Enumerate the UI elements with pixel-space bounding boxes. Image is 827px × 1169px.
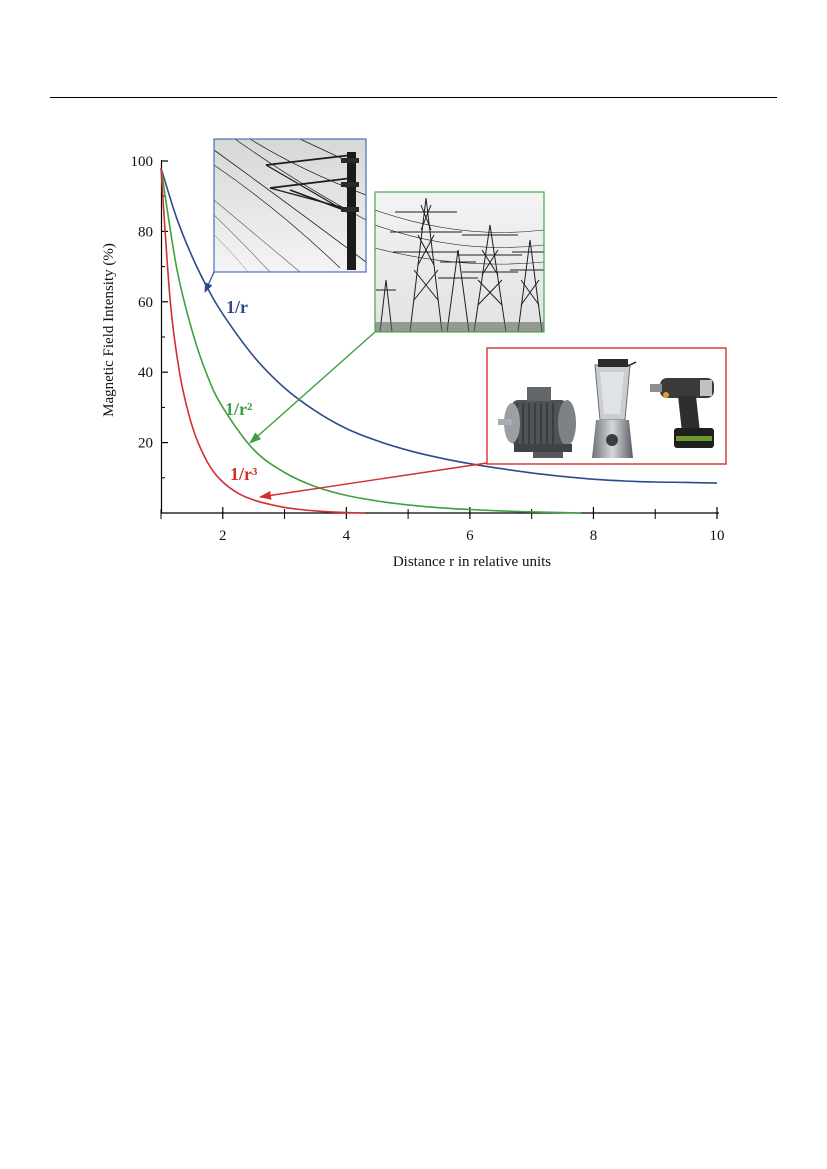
x-tick-label: 4 [342, 528, 351, 544]
label-inverse-r-squared: 1/r² [225, 399, 253, 419]
x-tick-label: 10 [709, 528, 725, 544]
y-tick-label: 100 [130, 154, 153, 170]
y-ticks [131, 154, 169, 478]
x-axis-label: Distance r in relative units [392, 554, 552, 570]
label-inverse-r-cubed: 1/r³ [230, 464, 258, 484]
red-arrow [260, 463, 487, 497]
green-arrow [250, 332, 375, 443]
x-tick-label: 6 [466, 528, 474, 544]
y-axis-label: Magnetic Field Intensity (%) [101, 243, 117, 417]
label-inverse-r: 1/r [226, 297, 248, 317]
x-tick-label: 8 [589, 528, 598, 544]
blue-arrow [205, 272, 214, 292]
y-tick-label: 80 [138, 224, 153, 241]
household-appliances-photo [487, 348, 726, 464]
y-tick-label: 20 [138, 435, 153, 452]
y-tick-label: 60 [138, 294, 153, 311]
x-tick-label: 2 [219, 528, 227, 544]
transmission-towers-photo [375, 192, 544, 332]
y-tick-label: 40 [138, 365, 153, 382]
overhead-line-pole-photo [214, 139, 366, 272]
